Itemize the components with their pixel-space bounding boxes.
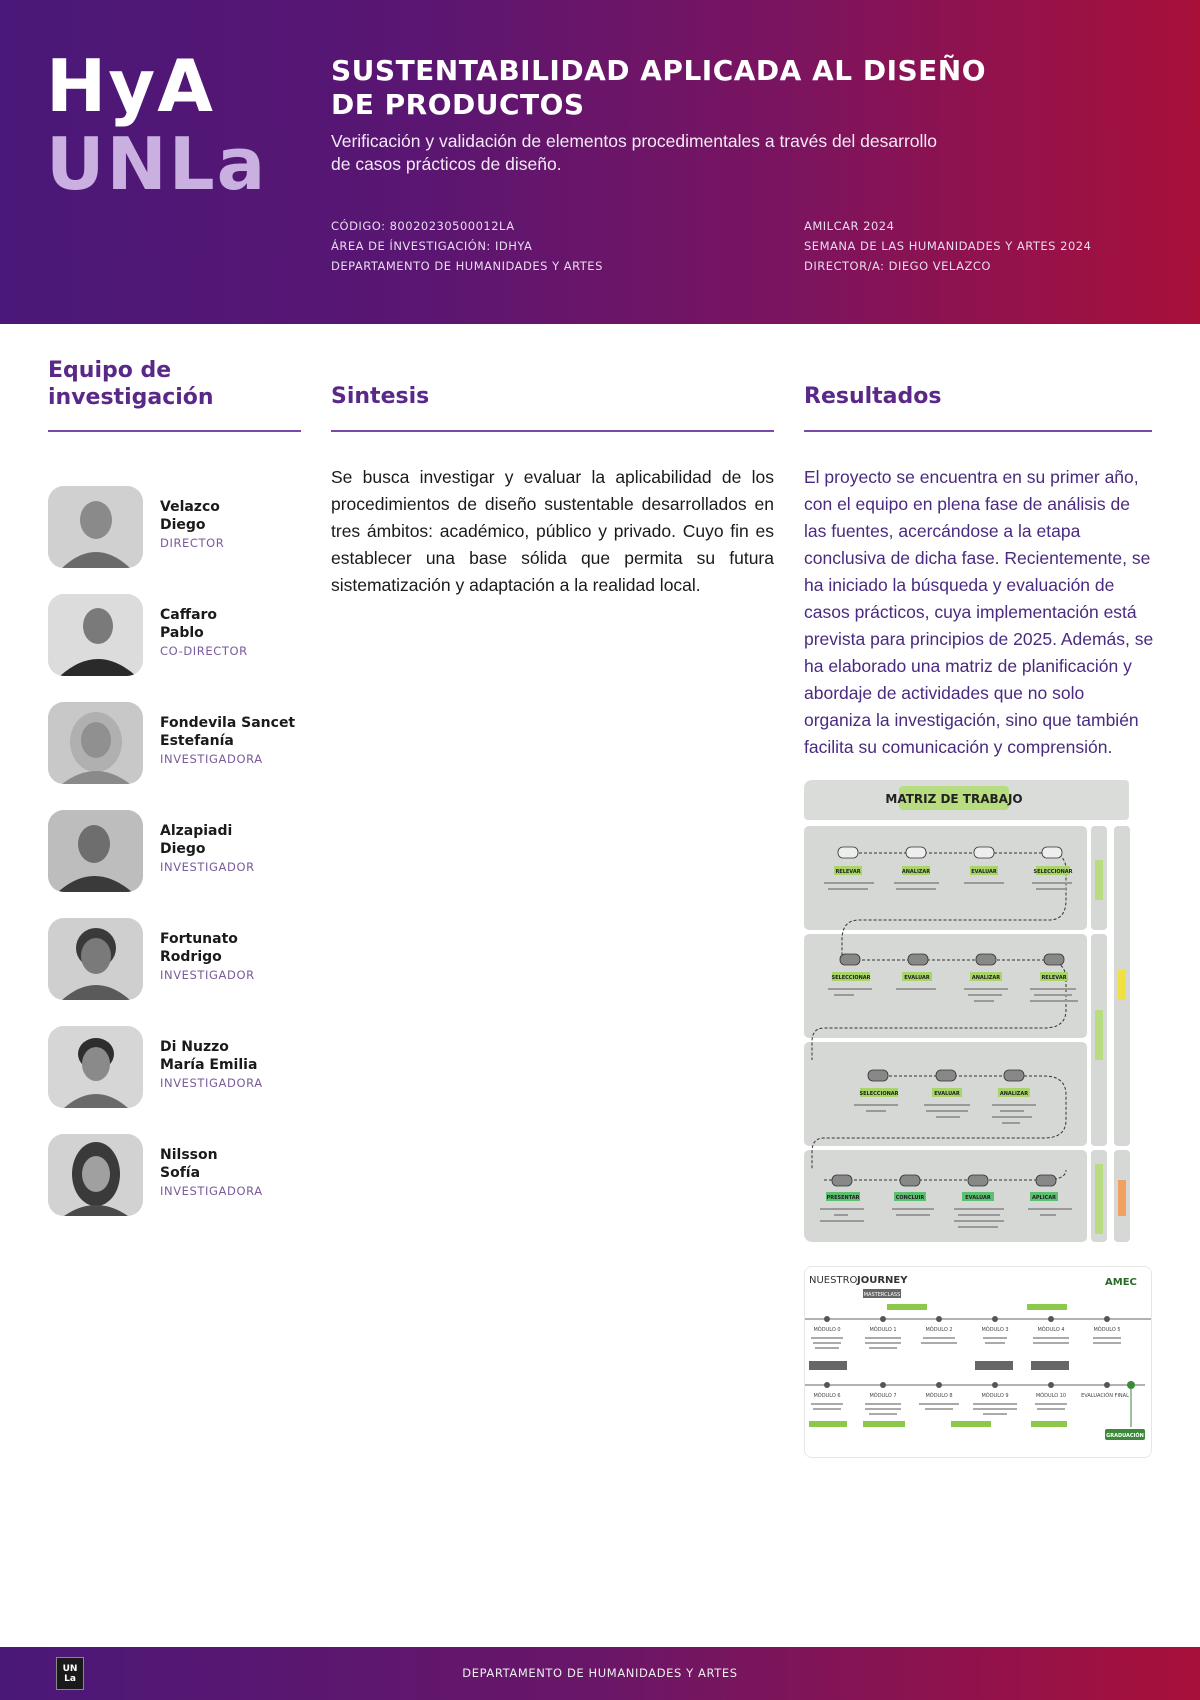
member-surname: Fondevila Sancet [160,715,296,731]
member-given-name: Diego [160,841,206,857]
avatar [48,1026,143,1108]
sintesis-paragraph: Se busca investigar y evaluar la aplicabilidad de los procedimientos de diseño sustentable desarrollados en tres ámbitos: académico, público y privado. Cuyo fin es establecer una base sólida que permita su futura sistematización y adaptación a la realidad local. [331,467,774,595]
matrix-step: SELECCIONAR [1033,869,1073,875]
journey-module: MÓDULO 1 [869,1327,897,1333]
project-meta-right [804,216,1091,276]
member-name [160,1146,218,1182]
logo-line-unla: UNLa [46,122,268,206]
journey-module: EVALUACIÓN FINAL [1081,1393,1129,1399]
meta-departamento: DEPARTAMENTO DE HUMANIDADES Y ARTES [331,259,603,273]
member-role: DIRECTOR [160,536,225,550]
team-title-line-2: investigación [48,385,214,410]
avatar [48,594,143,676]
journey-module: MÓDULO 5 [1093,1327,1121,1333]
member-surname: Alzapiadi [160,823,233,839]
member-given-name: Pablo [160,625,204,641]
matriz-de-trabajo-figure [804,780,1142,1242]
member-given-name: Rodrigo [160,949,222,965]
matrix-step: ANALIZAR [999,1091,1029,1097]
matrix-step: ANALIZAR [971,975,1001,981]
team-section-title [48,357,214,411]
matrix-title: MATRIZ DE TRABAJO [885,792,1023,806]
page-subtitle [331,130,1011,176]
team-member [48,702,308,786]
header-banner [0,0,1200,324]
meta-codigo: CÓDIGO: 80020230500012LA [331,219,515,233]
matrix-step: APLICAR [1032,1195,1056,1201]
journey-module: MÓDULO 4 [1037,1327,1065,1333]
journey-masterclass-label: MASTERCLASS [863,1292,901,1298]
team-member [48,486,308,570]
matrix-step: RELEVAR [1041,975,1067,981]
journey-brand: AMEC [1105,1277,1137,1288]
team-member [48,594,308,678]
matrix-step: SELECCIONAR [859,1091,899,1097]
member-role: CO-DIRECTOR [160,644,248,658]
unla-logo: UN La [56,1657,84,1690]
journey-module: MÓDULO 8 [925,1393,953,1399]
matrix-step: EVALUAR [934,1091,960,1097]
matrix-step: EVALUAR [904,975,930,981]
member-role: INVESTIGADOR [160,968,255,982]
journey-graduacion-label: GRADUACIÓN [1106,1433,1144,1439]
member-role: INVESTIGADORA [160,1076,263,1090]
resultados-title: Resultados [804,384,942,409]
resultados-divider [804,430,1152,432]
journey-title-a: NUESTRO [809,1275,858,1286]
avatar [48,486,143,568]
team-divider [48,430,301,432]
title-line-2: DE PRODUCTOS [331,88,585,121]
member-role: INVESTIGADORA [160,1184,263,1198]
member-name [160,714,295,750]
member-given-name: Diego [160,517,206,533]
member-name [160,498,220,534]
journey-module: MÓDULO 2 [925,1327,953,1333]
sintesis-divider [331,430,774,432]
matrix-step: ANALIZAR [901,869,931,875]
footer-bar [0,1647,1200,1700]
journey-module: MÓDULO 9 [981,1393,1009,1399]
matrix-step: CONCLUIR [895,1195,925,1201]
meta-semana: SEMANA DE LAS HUMANIDADES Y ARTES 2024 [804,239,1092,253]
team-title-line-1: Equipo de [48,358,172,383]
resultados-paragraph: El proyecto se encuentra en su primer año, con el equipo en plena fase de análisis de las fuentes, acercándose a la etapa conclusiva de dicha fase. Recientemente, se ha iniciado la búsqueda y evaluación de casos prácticos, cuya implementación está prevista para principios de 2025. Además, se ha elaborado una matriz de planificación y abordaje de actividades que no solo organiza la investigación, sino que también facilita su comunicación y comprensión. [804,467,1154,757]
journey-module: MÓDULO 6 [813,1393,841,1399]
subtitle-line-1: Verificación y validación de elementos procedimentales a través del desarrollo [331,131,938,151]
team-member [48,1134,308,1218]
avatar [48,1134,143,1216]
sintesis-title: Sintesis [331,384,430,409]
matrix-step: RELEVAR [835,869,861,875]
team-member [48,918,308,1002]
page-title [331,54,1031,122]
journey-module: MÓDULO 10 [1035,1393,1067,1399]
member-given-name: María Emilia [160,1057,258,1073]
avatar [48,918,143,1000]
member-name [160,930,238,966]
member-given-name: Estefanía [160,733,234,749]
project-meta-left [331,216,603,276]
member-surname: Velazco [160,499,220,515]
member-role: INVESTIGADOR [160,860,255,874]
journey-title-b: JOURNEY [857,1275,908,1286]
member-given-name: Sofía [160,1165,201,1181]
member-role: INVESTIGADORA [160,752,263,766]
matrix-step: EVALUAR [971,869,997,875]
logo-line-hya: HyA [46,44,215,128]
footer-department: DEPARTAMENTO DE HUMANIDADES Y ARTES [462,1666,738,1680]
team-member [48,810,308,894]
meta-director: DIRECTOR/A: DIEGO VELAZCO [804,259,991,273]
member-name [160,1038,257,1074]
journey-module: MÓDULO 7 [869,1393,897,1399]
matrix-step: EVALUAR [965,1195,991,1201]
title-line-1: SUSTENTABILIDAD APLICADA AL DISEÑO [331,54,987,87]
avatar [48,810,143,892]
meta-amilcar: AMILCAR 2024 [804,219,895,233]
member-surname: Caffaro [160,607,218,623]
subtitle-line-2: de casos prácticos de diseño. [331,154,562,174]
member-name [160,606,217,642]
member-surname: Di Nuzzo [160,1039,229,1055]
member-surname: Fortunato [160,931,238,947]
member-surname: Nilsson [160,1147,218,1163]
avatar [48,702,143,784]
journey-module: MÓDULO 3 [981,1327,1009,1333]
meta-area: ÁREA DE ÍNVESTIGACIÓN: IDHYA [331,239,533,253]
matrix-step: SELECCIONAR [831,975,871,981]
hya-unla-logo [46,44,268,206]
matrix-step: PRESENTAR [826,1195,860,1201]
nuestro-journey-figure [804,1266,1152,1458]
journey-module: MÓDULO 0 [813,1327,841,1333]
member-name [160,822,232,858]
team-member [48,1026,308,1110]
